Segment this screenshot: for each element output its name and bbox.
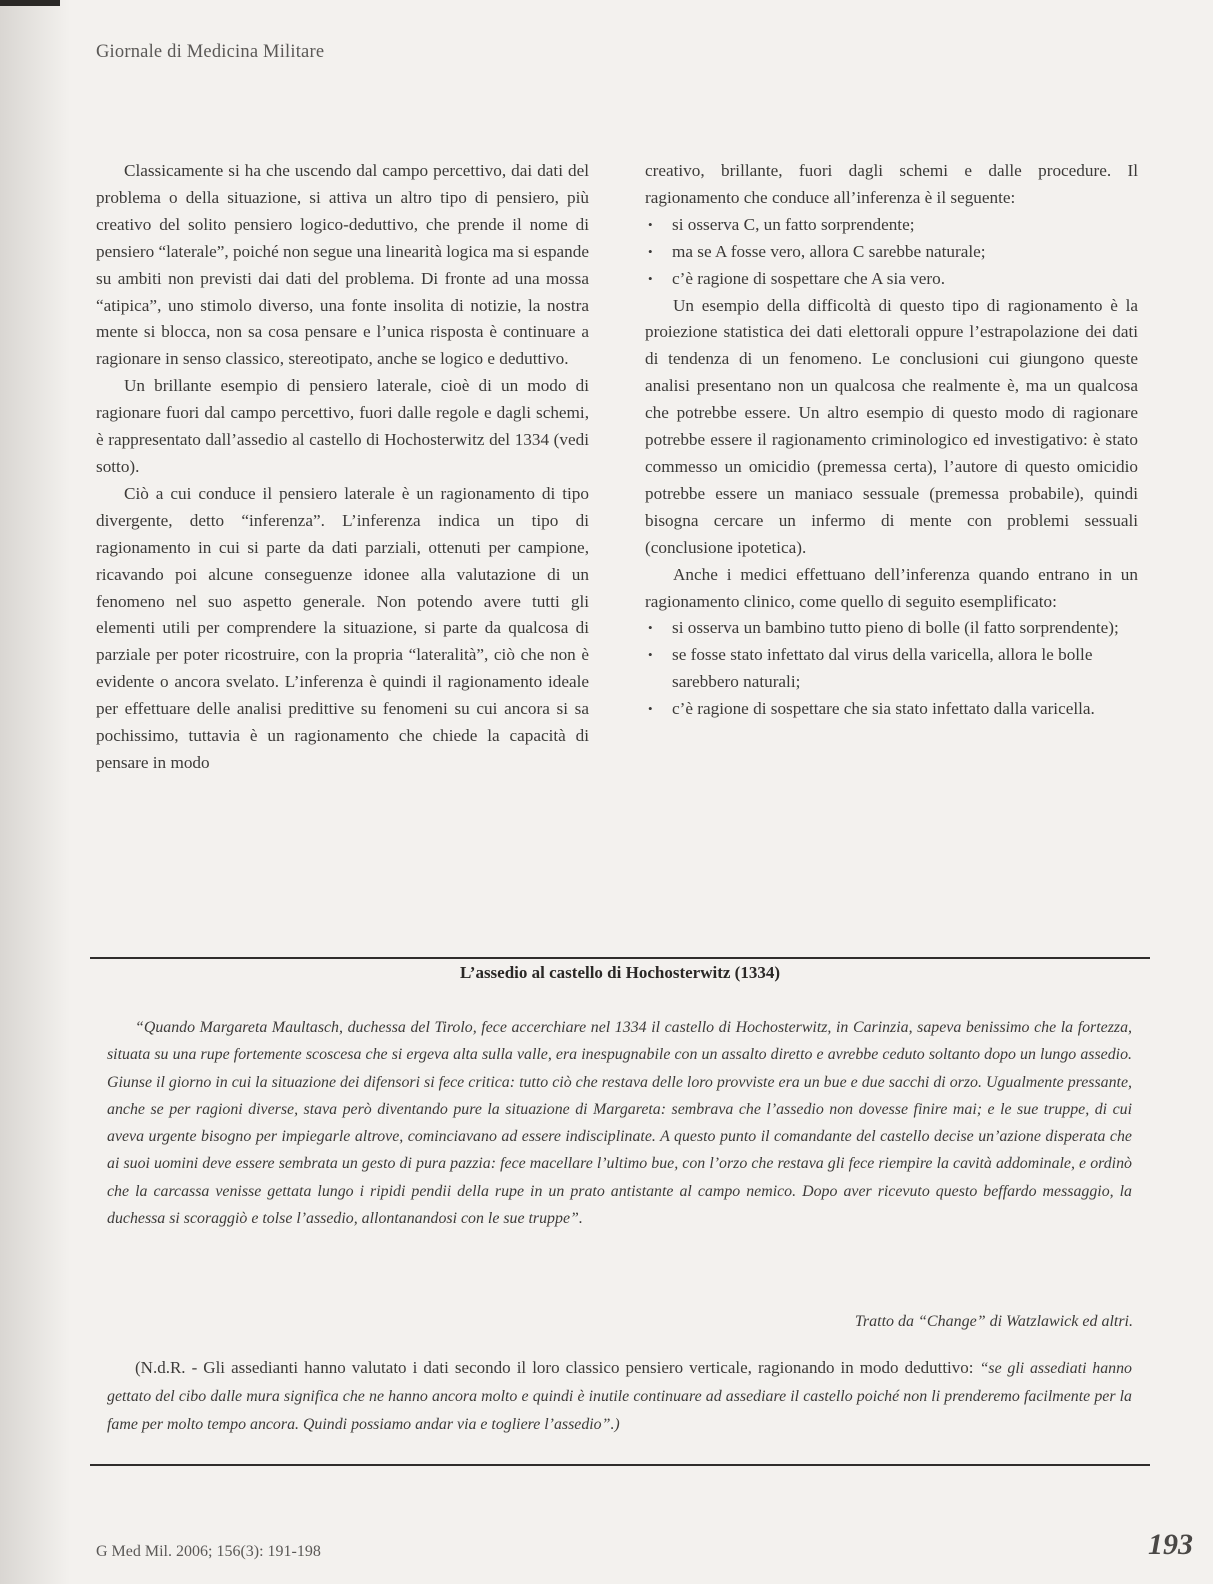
clinical-list: [645, 615, 1138, 723]
journal-header: Giornale di Medicina Militare: [96, 42, 325, 62]
bullet-icon: •: [648, 620, 653, 636]
editor-note: [107, 1354, 1132, 1438]
left-paragraph-1: Classicamente si ha che uscendo dal campo percettivo, dai dati del problema o della situazione, si attiva un altro tipo di pensiero, più creativo del solito pensiero logico-deduttivo, che prende il nome di pensiero “laterale”, poiché non segue una linearità logica ma si espande su ambiti non previsti dai dati del problema. Di fronte ad una mossa “atipica”, uno stimolo diverso, una fonte insolita di notizie, la nostra mente si blocca, non sa cosa pensare e l’unica risposta è continuare a ragionare in senso classico, stereotipato, anche se logico e deduttivo.: [96, 161, 589, 369]
right-paragraph-1: creativo, brillante, fuori dagli schemi e dalle procedure. Il ragionamento che conduce all’inferenza è il seguente:: [645, 161, 1138, 207]
bullet-icon: •: [648, 647, 653, 663]
inference-list: [645, 212, 1138, 293]
bullet-icon: •: [648, 270, 653, 286]
box-bottom-rule: [90, 1464, 1150, 1466]
list-item: [645, 239, 1138, 266]
left-column: [96, 158, 589, 777]
quote-text: “Quando Margareta Maultasch, duchessa del Tirolo, fece accerchiare nel 1334 il castello di Hochosterwitz, in Carinzia, sapeva benissimo che la fortezza, situata su una rupe fortemente scoscesa che si ergeva alta sulla valle, era inespugnabile con un assalto diretto e avrebbe ceduto soltanto dopo un lungo assedio. Giunse il giorno in cui la situazione dei difensori si fece critica: tutto ciò che restava delle loro provviste era un bue e due sacchi di orzo. Ugualmente pressante, anche se per ragioni diverse, stava però diventando pure la situazione di Margareta: sembrava che l’assedio non dovesse finire mai; e le sue truppe, di cui aveva urgente bisogno per impiegarle altrove, cominciavano ad essere indisciplinate. A questo punto il comandante del castello decise un’azione disperata che ai suoi uomini deve essere sembrata un gesto di pura pazzia: fece macellare l’ultimo bue, con l’orzo che restava gli fece riempire la cavità addominale, e ordinò che la carcassa venisse gettata lungo i ripidi pendii della rupe in un prato antistante al campo nemico. Dopo aver ricevuto questo beffardo messaggio, la duchessa si scoraggiò e tolse l’assedio, allontanandosi con le sue truppe”.: [107, 1019, 1132, 1228]
list-item: [645, 642, 1138, 696]
editor-note-paragraph: [107, 1354, 1132, 1438]
right-paragraph-2: Un esempio della difficoltà di questo tipo di ragionamento è la proiezione statistica dei dati elettorali oppure l’estrapolazione dei dati di tendenza di un fenomeno. Le conclusioni cui giungono queste analisi presentano non un qualcosa che realmente è, ma un qualcosa che potrebbe essere. Un altro esempio di questo modo di ragionare potrebbe essere il ragionamento criminologico ed investigativo: è stato commesso un omicidio (premessa certa), l’autore di questo omicidio potrebbe essere un maniaco sessuale (premessa probabile), quindi bisogna cercare un infermo di mente con problemi sessuali (conclusione ipotetica).: [645, 295, 1138, 557]
left-paragraph-2: Un brillante esempio di pensiero laterale, cioè di un modo di ragionare fuori dal campo percettivo, fuori dalle regole e dagli schemi, è rappresentato dall’assedio al castello di Hochosterwitz del 1334 (vedi sotto).: [96, 376, 589, 476]
page-edge-mark: [0, 0, 60, 6]
right-paragraph-3: Anche i medici effettuano dell’inferenza quando entrano in un ragionamento clinico, come quello di seguito esemplificato:: [645, 564, 1138, 611]
list-item-text: si osserva un bambino tutto pieno di bolle (il fatto sorprendente);: [672, 618, 1119, 638]
list-item-text: c’è ragione di sospettare che A sia vero.: [672, 268, 945, 288]
box-quote: [107, 1014, 1132, 1232]
list-item: [645, 615, 1138, 642]
quote-attribution: Tratto da “Change” di Watzlawick ed altri.: [854, 1313, 1133, 1330]
box-top-rule: [90, 957, 1150, 959]
left-paragraph-3: Ciò a cui conduce il pensiero laterale è un ragionamento di tipo divergente, detto “inferenza”. L’inferenza indica un tipo di ragionamento in cui si parte da dati parziali, ottenuti per campione, ricavando poi alcune conseguenze idonee alla valutazione di un fenomeno nel suo aspetto generale. Non potendo avere tutti gli elementi utili per comprendere la situazione, si parte da qualcosa di parziale per poter ricostruire, con la propria “lateralità”, ciò che non è evidente o ancora svelato. L’inferenza è quindi il ragionamento ideale per effettuare delle analisi predittive su fenomeni su cui ancora si sa pochissimo, tuttavia è un ragionamento che chiede la capacità di pensare in modo: [96, 483, 589, 772]
page-gutter-shadow: [0, 0, 70, 1584]
list-item-text: si osserva C, un fatto sorprendente;: [672, 214, 915, 234]
bullet-icon: •: [648, 216, 653, 232]
list-item: [645, 696, 1138, 723]
page-number: 193: [1148, 1528, 1193, 1561]
list-item-text: ma se A fosse vero, allora C sarebbe naturale;: [672, 241, 986, 261]
editor-note-intro: (N.d.R. - Gli assedianti hanno valutato i dati secondo il loro classico pensiero verticale, ragionando in modo deduttivo:: [135, 1358, 980, 1377]
editor-note-quote: “se gli assediati hanno gettato del cibo dalle mura significa che ne hanno ancora molto e quindi è inutile continuare ad assediare il castello poiché non li prenderemo facilmente per la fame per molto tempo ancora. Quindi possiamo andar via e togliere l’assedio”.): [107, 1360, 1132, 1433]
right-column: [645, 158, 1138, 723]
list-item: [645, 212, 1138, 239]
list-item-text: se fosse stato infettato dal virus della varicella, allora le bolle sarebbero naturali;: [672, 645, 1093, 692]
list-item-text: c’è ragione di sospettare che sia stato infettato dalla varicella.: [672, 699, 1095, 719]
bullet-icon: •: [648, 243, 653, 259]
bullet-icon: •: [648, 701, 653, 717]
box-title: L’assedio al castello di Hochosterwitz (1334): [460, 963, 780, 982]
list-item: [645, 266, 1138, 293]
footer-citation: G Med Mil. 2006; 156(3): 191-198: [96, 1543, 321, 1560]
